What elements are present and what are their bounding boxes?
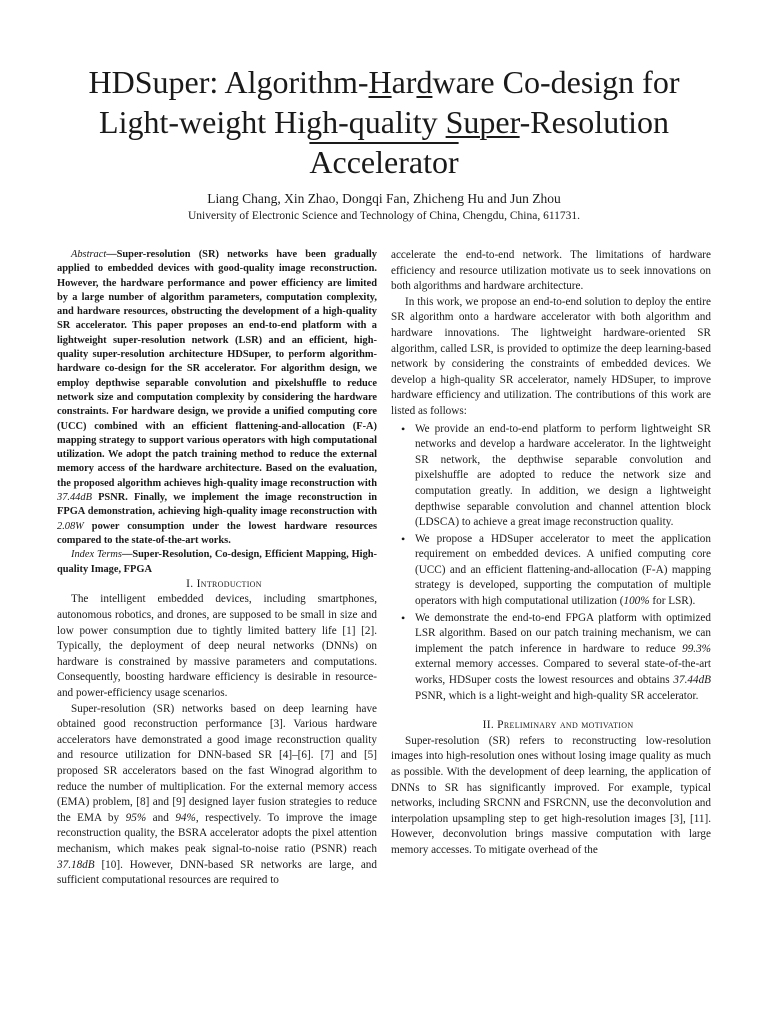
- title-underlined-letter: H: [368, 64, 392, 100]
- paragraph-text: [10]. However, DNN-based SR networks are large, and sufficient computational resources are required to: [57, 858, 377, 887]
- right-column: [391, 248, 711, 859]
- list-item: • We provide an end-to-end platform to perform lightweight SR networks and develop a hardware accelerator. In the lightweight SR network, the depthwise separable convolution and pixelshuffle are adopted to reduce the network size and computation greatly. In addition, we design a lightweight depthwise separable convolution and channel attention block (LDSCA) to achieve a great image reconstruction quality.: [415, 422, 711, 531]
- inline-value: 100%: [623, 595, 650, 608]
- paragraph-text: Super-resolution (SR) networks based on deep learning have obtained good reconstruction performance [3]. Various hardware accelerators have demonstrated a good image reconstruction quality and resource utilization for DNN-based SR [4]–[6]. [7] and [5] proposed SR accelerators based on the fast Winograd algorithm to reduce the number of multiplication. For the external memory access (EMA) problem, [8] and [9] designed layer fusion strategies to reduce the EMA by: [57, 702, 377, 824]
- contribution-list: [391, 422, 711, 705]
- paragraph-text: , respectively. To improve the image reconstruction quality, the BSRA accelerator adopts the pixel attention mechanism, which makes peak signal-to-noise ratio (PSNR) reach: [57, 811, 377, 855]
- inline-value: 94%: [175, 811, 196, 824]
- left-column: [57, 248, 377, 889]
- abstract-power-value: 2.08W: [57, 520, 84, 532]
- list-item-text: We propose a HDSuper accelerator to meet the application requirement on embedded devices. A unified computing core (UCC) and an efficient flattening-and-allocation (F-A) mapping strategy is developed, supporting the computation of multiple operators with high computational utilization (: [415, 532, 711, 608]
- title-text: ware Co-design for: [432, 64, 680, 100]
- abstract-text: power consumption under the lowest hardware resources compared to the state-of-the-art works.: [57, 520, 377, 546]
- abstract-text: —Super-resolution (SR) networks have been gradually applied to embedded devices with good-quality image reconstruction. However, the hardware performance and power efficiency are limited by a large number of algorithm parameters, computation complexity, and hardware resources, obstructing the development of a high-quality SR accelerator. This paper proposes an end-to-end platform with a lightweight super-resolution network (LSR) and an efficient, high-quality super-resolution architecture HDSuper, to perform algorithm-hardware co-design for the SR accelerator. For algorithm design, we employ depthwise separable convolution and pixelshuffle to reduce network size and computation complexity by considering the hardware constraints. For hardware design, we provide a unified computing core (UCC) combined with an efficient flattening-and-allocation (F-A) mapping strategy to support various operators with high computational utilization. We adopt the patch training method to reduce the external memory access of the hardware architecture. Based on the evaluation, the proposed algorithm achieves high-quality image reconstruction with: [57, 249, 377, 489]
- paper-title: [40, 62, 728, 182]
- title-underlined-word: Super: [445, 104, 520, 140]
- inline-value: 37.44dB: [673, 674, 711, 687]
- author-list: Liang Chang, Xin Zhao, Dongqi Fan, Zhicheng Hu and Jun Zhou: [207, 191, 561, 206]
- intro-paragraph-2: [57, 702, 377, 889]
- title-overlined-word: Accelerator: [309, 144, 459, 180]
- inline-value: 95%: [125, 811, 147, 824]
- prelim-paragraph-1: Super-resolution (SR) refers to reconstructing low-resolution images into high-resolution ones without losing image quality as much as possible. With the development of deep learning, the application of DNNs to SR has significantly improved. For example, typical networks, including SRCNN and FSRCNN, use the deconvolution and interpolation upsampling step to get high-resolution images [3], [11]. However, deconvolution brings massive computation with large memory accesses. To mitigate overhead of the: [391, 734, 711, 856]
- title-line-3: [40, 142, 728, 182]
- title-text: HDSuper: Algorithm-: [88, 64, 369, 100]
- title-line-1: [40, 62, 728, 102]
- inline-value: 37.18dB: [57, 858, 95, 871]
- list-item-text: external memory accesses. Compared to several state-of-the-art works, HDSuper costs the lowest resources and obtains: [415, 658, 711, 687]
- title-text: Light-weight High-quality: [99, 104, 446, 140]
- title-underlined-letter: d: [416, 64, 433, 100]
- title-text: ar: [391, 64, 417, 100]
- index-terms: [57, 548, 377, 577]
- abstract-label: Abstract: [71, 249, 107, 260]
- intro-paragraph-3: accelerate the end-to-end network. The limitations of hardware efficiency and resource utilization motivate us to seek innovations on both algorithms and hardware architecture.: [391, 249, 711, 293]
- title-line-2: [40, 102, 728, 142]
- paragraph-text: and: [146, 811, 176, 824]
- intro-paragraph-1: The intelligent embedded devices, including smartphones, autonomous robotics, and drones, are supposed to be small in size and low power consumption due to tightly limited battery life [1] [2]. Typically, the deployment of deep neural networks (DNNs) on hardware is constrained by massive parameters and computations. Consequently, boosting hardware efficiency is desirable in resource- and power-efficiency usage scenarios.: [57, 593, 377, 699]
- title-text: -Resolution: [519, 104, 669, 140]
- list-item: [415, 611, 711, 705]
- inline-value: 99.3%: [682, 642, 711, 655]
- intro-paragraph-4: In this work, we propose an end-to-end solution to deploy the entire SR algorithm onto a hardware accelerator with both algorithm and hardware innovations. The lightweight hardware-oriented SR algorithm, called LSR, is provided to optimize the deep learning-based network by considering the constraints of embedded devices. We develop a high-quality SR accelerator, namely HDSuper, to improve hardware efficiency and utilization. The contributions of this work are listed as follows:: [391, 295, 711, 417]
- list-item-text: PSNR, which is a light-weight and high-quality SR accelerator.: [415, 689, 699, 702]
- abstract-text: PSNR. Finally, we implement the image reconstruction in FPGA demonstration, achieving high-quality image reconstruction with: [57, 492, 377, 518]
- list-item-text: for LSR).: [649, 595, 696, 608]
- section-heading-introduction: I. Introduction: [186, 577, 262, 590]
- section-heading-preliminary: II. Preliminary and motivation: [482, 719, 634, 732]
- list-item: [415, 532, 711, 610]
- index-terms-text: —Super-Resolution, Co-design, Efficient Mapping, High-quality Image, FPGA: [57, 549, 378, 575]
- abstract: [57, 248, 377, 548]
- affiliation: University of Electronic Science and Technology of China, Chengdu, China, 611731.: [187, 210, 581, 222]
- index-terms-label: Index Terms: [71, 549, 122, 561]
- list-item-text: We demonstrate the end-to-end FPGA platform with optimized LSR algorithm. Based on our patch training mechanism, we can implement the patch inference in hardware to reduce: [415, 611, 711, 655]
- abstract-psnr-value: 37.44dB: [57, 492, 92, 504]
